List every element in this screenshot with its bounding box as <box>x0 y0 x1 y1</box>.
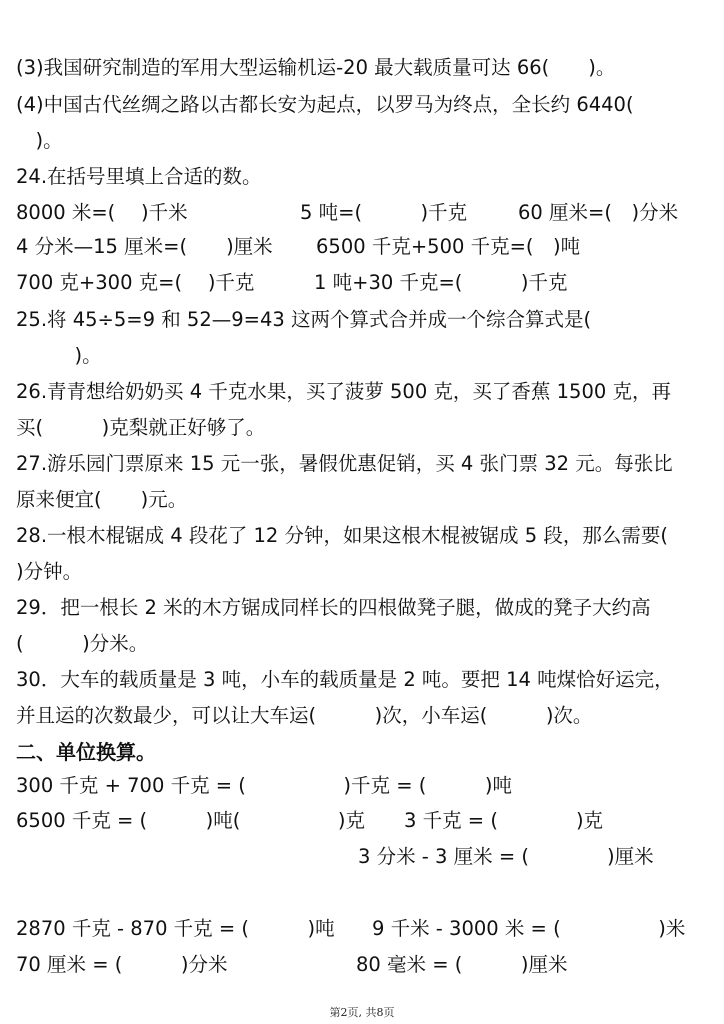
q29-line2: ( )分米。 <box>16 632 149 655</box>
q24-item-1: 8000 米=( )千米 <box>16 201 188 224</box>
q24-item-6: 700 克+300 克=( )千克 <box>16 271 255 294</box>
conversion-4: 3 分米 - 3 厘米 = ( )厘米 <box>358 845 654 868</box>
q30-line1: 30．大车的载质量是 3 吨，小车的载质量是 2 吨。要把 14 吨煤恰好运完， <box>16 668 674 691</box>
q24-item-5: 6500 千克+500 千克=( )吨 <box>316 235 581 258</box>
q28-line1: 28.一根木棍锯成 4 段花了 12 分钟，如果这根木棍被锯成 5 段，那么需要( <box>16 524 668 547</box>
q27-line2: 原来便宜( )元。 <box>16 488 188 511</box>
conversion-6: 9 千米 - 3000 米 = ( )米 <box>372 917 686 940</box>
q26-line1: 26.青青想给奶奶买 4 千克水果，买了菠萝 500 克，买了香蕉 1500 克，再 <box>16 380 671 403</box>
q25-line2: )。 <box>16 344 102 367</box>
q24-item-2: 5 吨=( )千克 <box>300 201 468 224</box>
q25-line1: 25.将 45÷5=9 和 52—9=43 这两个算式合并成一个综合算式是( <box>16 308 592 331</box>
q4-sub-item-line2: )。 <box>16 129 63 152</box>
conversion-8: 80 毫米 = ( )厘米 <box>356 953 568 976</box>
q30-line2: 并且运的次数最少，可以让大车运( )次，小车运( )次。 <box>16 704 593 727</box>
q27-line1: 27.游乐园门票原来 15 元一张，暑假优惠促销，买 4 张门票 32 元。每张比 <box>16 452 673 475</box>
q24-title: 24.在括号里填上合适的数。 <box>16 165 262 188</box>
q28-line2: )分钟。 <box>16 560 83 583</box>
q4-sub-item-line1: (4)中国古代丝绸之路以古都长安为起点，以罗马为终点，全长约 6440( <box>16 93 634 116</box>
q24-item-4: 4 分米—15 厘米=( )厘米 <box>16 235 273 258</box>
page-footer: 第2页, 共8页 <box>329 1006 395 1019</box>
conversion-5: 2870 千克 - 870 千克 = ( )吨 <box>16 917 335 940</box>
q24-item-3: 60 厘米=( )分米 <box>518 201 679 224</box>
conversion-7: 70 厘米 = ( )分米 <box>16 953 228 976</box>
conversion-2: 6500 千克 = ( )吨( )克 <box>16 809 365 832</box>
section-2-heading: 二、单位换算。 <box>16 740 156 764</box>
conversion-3: 3 千克 = ( )克 <box>404 809 604 832</box>
q24-item-7: 1 吨+30 千克=( )千克 <box>314 271 568 294</box>
conversion-1: 300 千克 + 700 千克 = ( )千克 = ( )吨 <box>16 774 512 797</box>
q29-line1: 29．把一根长 2 米的木方锯成同样长的四根做凳子腿，做成的凳子大约高 <box>16 596 651 619</box>
q26-line2: 买( )克梨就正好够了。 <box>16 416 266 439</box>
q3-sub-item: (3)我国研究制造的军用大型运输机运-20 最大载质量可达 66( )。 <box>16 56 616 79</box>
